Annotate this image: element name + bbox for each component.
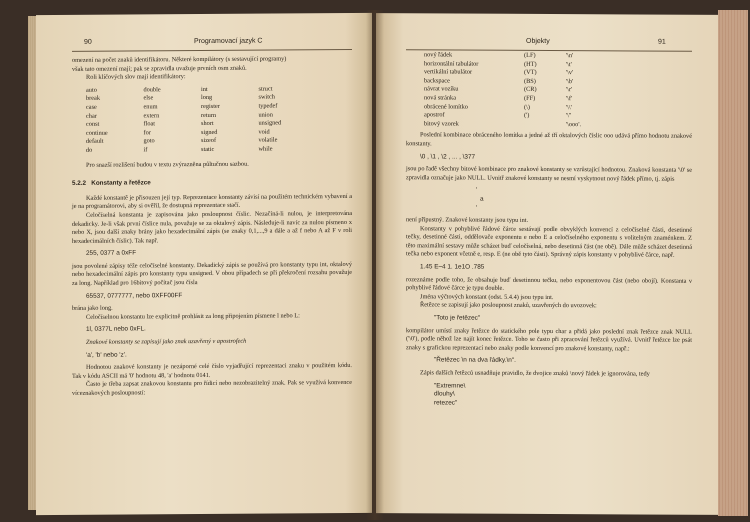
keyword: const <box>86 120 100 128</box>
paragraph: rozeznáme podle toho, že obsahuje buď desetinnou tečku, nebo exponentovou část (nebo obojí). Konstanta v pohyblivé řádové čárce je typu double. <box>406 275 692 293</box>
left-page <box>36 13 372 515</box>
section-number: 5.2.2 <box>72 179 87 188</box>
paragraph: Hodnotou znakové konstanty je nezáporné celé číslo vyjadřující reprezentaci znaku v použitém kódu. Tak v kódu ASCII má '0' hodnotu 48, 'a' hodnotu 0141. <box>72 362 352 380</box>
code-example: 65537, 0777777, nebo 0XFF00FF <box>86 291 183 300</box>
keyword: register <box>201 102 220 110</box>
keyword: break <box>86 95 100 103</box>
code-example: 'a', 'b' nebo 'z'. <box>86 351 127 359</box>
escape-name: obrácené lomítko <box>424 102 468 111</box>
escape-code: (LF) <box>524 51 536 59</box>
escape-name: apostrof <box>424 111 445 119</box>
keyword: else <box>143 94 154 102</box>
keyword: void <box>258 128 270 136</box>
keyword: if <box>143 146 148 154</box>
left-page-number: 90 <box>84 38 92 46</box>
book-gutter <box>366 10 384 520</box>
section-heading <box>72 178 352 189</box>
escape-sequence: '\t' <box>566 60 572 68</box>
escape-code: (\) <box>524 103 530 111</box>
paragraph: Řetězce se zapisují jako posloupnost znaků, uzavřených do uvozovek: <box>420 301 597 310</box>
keyword: long <box>201 94 213 102</box>
keyword: enum <box>143 103 158 111</box>
text-line: však tato omezení mají; pak se zpravidla uvažuje prvních osm znaků. <box>72 64 247 73</box>
keyword: auto <box>86 86 97 94</box>
section-title: Konstanty a řetězce <box>91 179 151 187</box>
paragraph: Jména výčtových konstant (odst. 5.4.4) jsou typu int. <box>420 293 554 301</box>
paragraph: kompilátor umístí znaky řetězce do statického pole typu char a přidá jako poslední znak řetězce znak NULL ('\0'), podle něhož lze najít konec řetězce. Toho se často při zpracování řetězců využívá. Uvnitř řetězce lze psát znaky s grafickou reprezentací nebo znaky podle konvencí pro znakové konstanty, např.: <box>406 326 692 353</box>
keyword: goto <box>143 137 155 145</box>
code-example: 255, 0377 a 0xFF <box>86 249 137 258</box>
escape-name: bitový vzorek <box>424 120 459 128</box>
right-page-number: 91 <box>658 38 666 46</box>
paragraph: není přípustný. Znakové konstanty jsou typu int. <box>406 216 529 224</box>
paragraph: Znakové konstanty se zapisují jako znak uzavřený v apostrofech <box>86 337 247 346</box>
text-line: omezení na počet znaků identifikátoru. Některé kompilátory (s sestavující programy) <box>72 55 287 64</box>
escape-name: nová stránka <box>424 94 456 102</box>
keyword: do <box>86 146 93 154</box>
keyword-intro: Roli klíčových slov mají identifikátory: <box>86 73 186 82</box>
code-example: 1l, 0377L nebo 0xFL. <box>86 325 146 334</box>
open-book <box>6 0 744 522</box>
keyword-note: Pro snazší rozlišení budou v textu zvýrazněna půltučnou sazbou. <box>86 160 249 169</box>
escape-code: (BS) <box>524 77 536 85</box>
escape-sequence: '\f' <box>566 95 573 103</box>
code-example: ' <box>476 204 478 212</box>
escape-name: backspace <box>424 77 450 85</box>
escape-sequence: '\ooo'. <box>566 120 582 128</box>
escape-code: (') <box>524 112 530 120</box>
code-example: a <box>480 195 484 203</box>
escape-code: (VT) <box>524 69 537 77</box>
keyword: short <box>201 120 214 128</box>
escape-code <box>524 121 566 130</box>
keyword: float <box>143 120 156 128</box>
keyword: extern <box>143 111 160 119</box>
paragraph: brána jako long. <box>72 304 113 313</box>
right-page <box>376 13 718 515</box>
code-example: \0 , \1 , \2 , ... , \377 <box>420 152 476 161</box>
keyword: while <box>258 145 273 153</box>
paragraph: Celočíselnou konstantu lze explicitně prohlásit za long připojením písmene l nebo L: <box>86 312 300 321</box>
paragraph: Poslední kombinace obráceného lomítka a jedné až tří oktalových číslic ooo udává přímo hodnotu znakové konstanty. <box>406 131 692 148</box>
keyword: typedef <box>258 102 278 110</box>
keyword: return <box>201 111 217 119</box>
keyword: struct <box>258 85 273 93</box>
code-example: retezec" <box>434 399 458 407</box>
paragraph: jsou po řadě všechny bitové kombinace pro znakové konstanty se vzrůstající hodnotou. Znaková konstanta '\0' se zpravidla označuje jako NULL. Uvnitř znakové konstanty se nesmí vyskytnout nový řádek přímo, tj. zápis <box>406 165 692 183</box>
paragraph: Celočíselná konstanta je zapisována jako posloupnost číslic. Nezačíná-li nulou, je interpretována dekadicky. Je-li však první číslice nula, považuje se za oktalový zápis. Následuje-li navíc za nulou písmeno x nebo X, jsou další znaky brány jako hexadecimální zápis (se znaky 0,1,...,9 a dále a až f nebo A až F v roli hexadecimálních číslic). Tak např. <box>72 209 352 245</box>
escape-code: (HT) <box>524 60 537 68</box>
escape-name: vertikální tabulátor <box>424 68 473 76</box>
code-example: "Extremne\ <box>434 382 466 390</box>
keyword: int <box>201 85 208 93</box>
paragraph: Často je třeba zapsat znakovou konstantu pro řídicí nebo nezobrazitelný znak. Pak se využívá konvence víceznakových posloupností: <box>72 379 352 397</box>
paragraph: Zápis dalších řetězců usnadňuje pravidlo, že dvojice znaků \nový řádek je ignorována, tedy <box>420 369 650 378</box>
paragraph: Každé konstantě je přisouzen její typ. Reprezentace konstanty závisí na použitém technickém vybavení a je na programátorovi, aby si ověřil, že dostupná reprezentace stačí. <box>72 192 352 211</box>
left-running-head: Programovací jazyk C <box>194 37 263 46</box>
keyword: case <box>86 103 97 111</box>
paragraph: jsou povolené zápisy téže celočíselné konstanty. Dekadický zápis se používá pro konstanty typu int, oktalový nebo hexadecimální zápis pro konstanty typu unsigned. V obou případech se při překročení rozsahu považuje za long. Například pro 16bitový počítač jsou čísla <box>72 260 352 287</box>
escape-sequence: '\n' <box>566 52 574 60</box>
keyword: union <box>258 111 273 119</box>
keyword: char <box>86 112 97 120</box>
keyword: for <box>143 129 151 137</box>
escape-sequence: '\\' <box>566 103 572 111</box>
escape-name: návrat vozíku <box>424 85 459 93</box>
code-example: "Řetězec \n na dva řádky.\n". <box>434 356 516 365</box>
right-page-edges <box>718 10 748 516</box>
right-running-head: Objekty <box>526 37 550 46</box>
code-example: dlouhy\ <box>434 390 455 398</box>
escape-sequence: '\'' <box>566 112 572 120</box>
code-example: ' <box>476 186 478 194</box>
keyword: continue <box>86 129 108 137</box>
escape-sequence: '\b' <box>566 77 574 85</box>
keyword: default <box>86 138 104 146</box>
keyword: switch <box>258 93 275 101</box>
keyword: double <box>143 86 161 94</box>
escape-name: nový řádek <box>424 51 453 59</box>
escape-code: (FF) <box>524 94 536 102</box>
escape-name: horizontální tabulátor <box>424 59 479 68</box>
keyword: static <box>201 145 215 153</box>
keyword: unsigned <box>258 119 282 127</box>
keyword: sizeof <box>201 137 217 145</box>
paragraph: Konstanty v pohyblivé řádové čárce sestávají podle obvyklých konvencí z celočíselné části, desetinné tečky, desetinné části, oddělovače exponentu e nebo E a celočíselného exponentu s volitelným znaménkem. Z těto maximální sestavy může scházet buď celočíselná, nebo desetinná část (ne obě). Dále může scházet desetinná tečka nebo exponent včetně e, resp. E (ne obě tyto části). Správný zápis konstanty v pohyblivé čárce, např. <box>406 225 692 260</box>
escape-sequence: '\v' <box>566 69 574 77</box>
escape-sequence-table <box>424 51 692 130</box>
escape-sequence: '\r' <box>566 86 573 94</box>
escape-code: (CR) <box>524 86 537 94</box>
keyword: volatile <box>258 136 278 144</box>
keyword: signed <box>201 128 218 136</box>
code-example: "Toto je řetězec" <box>434 314 481 322</box>
keyword-table <box>86 85 316 155</box>
code-example: 1.45 E–4 1. 1e1O .785 <box>420 263 485 271</box>
